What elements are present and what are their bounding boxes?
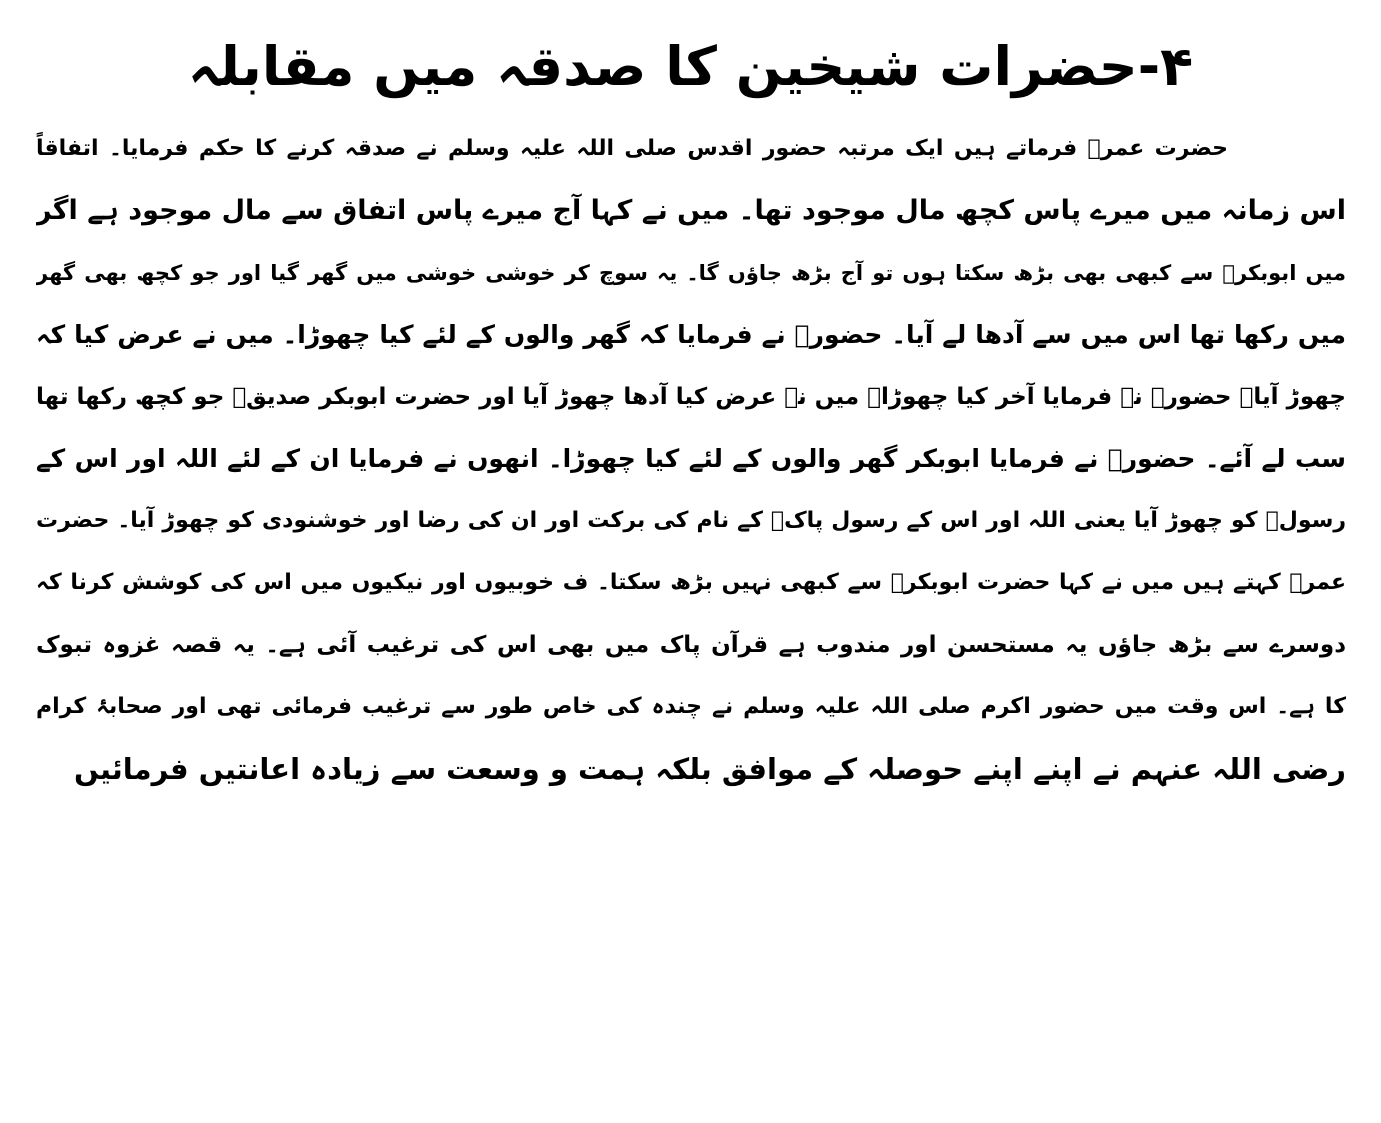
text-line: میں رکھا تھا اس میں سے آدھا لے آیا۔ حضورؐ نے فرمایا کہ گھر والوں کے لئے کیا چھوڑا۔ میں نے عرض کیا کہ — [36, 320, 1346, 349]
body-text — [36, 118, 1346, 800]
text-line: دوسرے سے بڑھ جاؤں یہ مستحسن اور مندوب ہے قرآن پاک میں بھی اس کی ترغیب آئی ہے۔ یہ قصہ غزوہ تبوک — [36, 632, 1346, 658]
text-line: حضرت عمرؓ فرماتے ہیں ایک مرتبہ حضور اقدس صلی اللہ علیہ وسلم نے صدقہ کرنے کا حکم فرمایا۔ اتفاقاً — [36, 136, 1228, 161]
text-line: عمرؓ کہتے ہیں میں نے کہا حضرت ابوبکرؓ سے کبھی نہیں بڑھ سکتا۔ ف خوبیوں اور نیکیوں میں اس کی کوشش کرنا کہ — [36, 570, 1346, 595]
text-line: چھوڑ آیا۔ حضورؐ نے فرمایا آخر کیا چھوڑا۔ میں نے عرض کیا آدھا چھوڑ آیا اور حضرت ابوبکر صدیقؓ جو کچھ رکھا تھا — [36, 384, 1346, 410]
page-title: ۴-حضرات شیخین کا صدقہ میں مقابلہ — [187, 35, 1194, 98]
text-line: اس زمانہ میں میرے پاس کچھ مال موجود تھا۔ میں نے کہا آج میرے پاس اتفاق سے مال موجود ہے اگر — [36, 195, 1346, 226]
text-line: کا ہے۔ اس وقت میں حضور اکرم صلی اللہ علیہ وسلم نے چندہ کی خاص طور سے ترغیب فرمائی تھی اور صحابۂ کرام — [36, 694, 1346, 719]
text-line: سب لے آئے۔ حضورؐ نے فرمایا ابوبکر گھر والوں کے لئے کیا چھوڑا۔ انھوں نے فرمایا ان کے لئے اللہ اور اس کے — [36, 444, 1346, 473]
text-line: میں ابوبکرؓ سے کبھی بھی بڑھ سکتا ہوں تو آج بڑھ جاؤں گا۔ یہ سوچ کر خوشی خوشی میں گھر گیا اور جو کچھ بھی گھر — [36, 261, 1346, 285]
text-line: رسولؐ کو چھوڑ آیا یعنی اللہ اور اس کے رسول پاکؐ کے نام کی برکت اور ان کی رضا اور خوشنودی کو چھوڑ آیا۔ حضرت — [36, 508, 1346, 533]
text-line: رضی اللہ عنہم نے اپنے اپنے حوصلہ کے موافق بلکہ ہمت و وسعت سے زیادہ اعانتیں فرمائیں — [73, 752, 1346, 786]
